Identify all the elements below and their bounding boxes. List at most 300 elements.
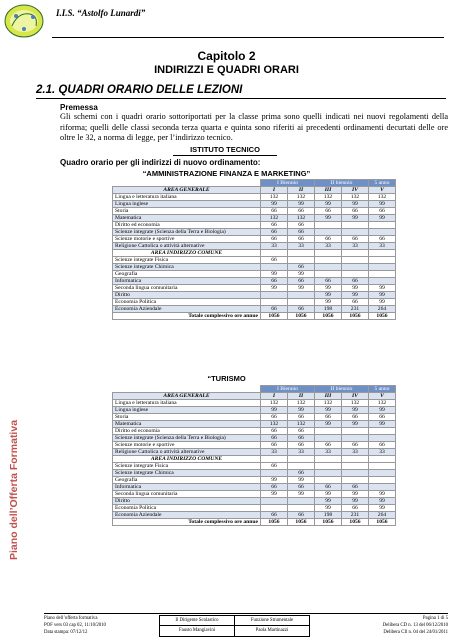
hours-cell: 231 xyxy=(342,306,369,313)
hours-cell: 66 xyxy=(288,470,315,477)
subheader-empty-cell xyxy=(261,456,288,463)
hours-cell: 33 xyxy=(342,243,369,250)
table-row xyxy=(113,498,396,505)
subject-name: Scienze integrate (Scienza della Terra e Biologia) xyxy=(113,229,261,236)
year-header: II xyxy=(288,393,315,400)
hours-cell: 66 xyxy=(369,236,396,243)
subject-name: Scienze motorie e sportive xyxy=(113,236,261,243)
hours-cell: 66 xyxy=(288,512,315,519)
hours-cell: 99 xyxy=(342,491,369,498)
table-row xyxy=(113,243,396,250)
subject-name: Geografia xyxy=(113,477,261,484)
hours-cell: 66 xyxy=(315,414,342,421)
hours-cell xyxy=(369,222,396,229)
footer-left-line: POF vers 03 cap 02, 11/10/2010 xyxy=(44,623,106,628)
hours-cell: 66 xyxy=(261,512,288,519)
year-header: I xyxy=(261,187,288,194)
hours-cell: 33 xyxy=(288,449,315,456)
hours-cell xyxy=(342,435,369,442)
footer-funzione-box xyxy=(234,615,310,637)
hours-cell xyxy=(261,299,288,306)
hours-cell: 99 xyxy=(369,421,396,428)
hours-cell: 132 xyxy=(288,400,315,407)
total-hours: 1056 xyxy=(261,313,288,320)
hours-cell: 99 xyxy=(261,477,288,484)
hours-cell: 132 xyxy=(288,421,315,428)
hours-cell xyxy=(342,271,369,278)
hours-cell: 66 xyxy=(342,442,369,449)
year-header: III xyxy=(315,393,342,400)
hours-cell: 66 xyxy=(369,414,396,421)
total-hours: 1056 xyxy=(261,519,288,526)
hours-cell xyxy=(315,470,342,477)
hours-cell: 66 xyxy=(288,208,315,215)
subheader-empty-cell xyxy=(369,456,396,463)
footer-left-line: Data stampa: 07/12/12 xyxy=(44,630,88,635)
subject-name: Scienze motorie e sportive xyxy=(113,442,261,449)
table-row xyxy=(113,435,396,442)
hours-cell xyxy=(315,428,342,435)
hours-cell: 66 xyxy=(261,428,288,435)
group-quinto: 5 anno xyxy=(369,180,396,187)
hours-cell: 66 xyxy=(261,306,288,313)
hours-cell: 66 xyxy=(261,208,288,215)
footer-funzione-role: Funzione Strumentale xyxy=(235,616,309,626)
year-header: V xyxy=(369,187,396,194)
hours-cell xyxy=(369,484,396,491)
footer-right-line: Pagina 1 di 5 xyxy=(422,616,448,621)
table-row xyxy=(113,407,396,414)
subject-name: Storia xyxy=(113,208,261,215)
hours-cell: 99 xyxy=(315,215,342,222)
hours-cell xyxy=(342,264,369,271)
hours-cell: 66 xyxy=(315,278,342,285)
table-row xyxy=(113,278,396,285)
hours-cell: 66 xyxy=(288,229,315,236)
table-row xyxy=(113,215,396,222)
subject-name: Scienze integrate Fisica xyxy=(113,257,261,264)
subheader-row xyxy=(113,456,396,463)
total-hours: 1056 xyxy=(342,519,369,526)
subject-name: Lingua inglese xyxy=(113,201,261,208)
subject-name: Scienze integrate Chimica xyxy=(113,470,261,477)
group-header-row xyxy=(113,180,396,187)
hours-cell: 99 xyxy=(342,498,369,505)
table-row xyxy=(113,208,396,215)
chapter-title: Capitolo 2 xyxy=(197,49,256,63)
section-rule xyxy=(36,98,446,99)
table-row xyxy=(113,271,396,278)
group-header-blank xyxy=(113,180,261,187)
hours-cell: 99 xyxy=(315,498,342,505)
hours-cell xyxy=(342,463,369,470)
hours-cell: 66 xyxy=(342,414,369,421)
table-row xyxy=(113,257,396,264)
hours-cell: 99 xyxy=(261,491,288,498)
hours-cell: 66 xyxy=(315,208,342,215)
column-header-row xyxy=(113,187,396,194)
area-generale-header: AREA GENERALE xyxy=(113,187,261,194)
footer-right xyxy=(383,615,448,636)
hours-cell: 66 xyxy=(288,306,315,313)
subject-name: Informatica xyxy=(113,278,261,285)
header-rule xyxy=(52,37,444,38)
hours-cell: 66 xyxy=(261,463,288,470)
hours-cell xyxy=(288,463,315,470)
subject-name: Economia Aziendale xyxy=(113,306,261,313)
hours-cell: 99 xyxy=(288,285,315,292)
hours-cell xyxy=(261,505,288,512)
subheader-empty-cell xyxy=(342,250,369,257)
hours-cell: 99 xyxy=(369,215,396,222)
table-row xyxy=(113,264,396,271)
hours-cell: 99 xyxy=(315,407,342,414)
hours-cell: 198 xyxy=(315,512,342,519)
group-header-row xyxy=(113,386,396,393)
hours-cell: 66 xyxy=(288,236,315,243)
subject-name: Lingua inglese xyxy=(113,407,261,414)
hours-cell: 132 xyxy=(288,194,315,201)
year-header: I xyxy=(261,393,288,400)
footer-dirigente-name: Fausto Mangiavini xyxy=(178,628,216,633)
hours-cell: 132 xyxy=(261,421,288,428)
orario-table-afm xyxy=(112,179,396,320)
hours-cell: 264 xyxy=(369,512,396,519)
total-hours: 1056 xyxy=(315,519,342,526)
hours-cell: 99 xyxy=(261,201,288,208)
group-biennio-1: I Biennio xyxy=(261,180,315,187)
hours-cell: 99 xyxy=(261,285,288,292)
table-row xyxy=(113,512,396,519)
table-row xyxy=(113,222,396,229)
table-row xyxy=(113,194,396,201)
hours-cell: 99 xyxy=(288,491,315,498)
table-title-turismo: “TURISMO xyxy=(207,374,246,383)
hours-cell: 99 xyxy=(288,201,315,208)
hours-cell: 66 xyxy=(261,484,288,491)
subject-name: Religione Cattolica o attività alternative xyxy=(113,449,261,456)
subject-name: Geografia xyxy=(113,271,261,278)
subheader-empty-cell xyxy=(315,250,342,257)
hours-cell: 66 xyxy=(261,229,288,236)
group-quinto: 5 anno xyxy=(369,386,396,393)
subject-name: Lingua e letteratura italiana xyxy=(113,194,261,201)
hours-cell: 66 xyxy=(342,484,369,491)
group-biennio-2: II biennio xyxy=(315,386,369,393)
hours-cell: 132 xyxy=(342,194,369,201)
footer-right-line: Delibera CIl n. 04 del 24/01/2011 xyxy=(383,630,448,635)
hours-cell: 33 xyxy=(369,243,396,250)
hours-cell: 33 xyxy=(369,449,396,456)
total-hours: 1056 xyxy=(342,313,369,320)
hours-cell: 66 xyxy=(369,442,396,449)
hours-cell: 99 xyxy=(369,285,396,292)
hours-cell: 66 xyxy=(261,442,288,449)
hours-cell: 66 xyxy=(261,236,288,243)
hours-cell: 66 xyxy=(342,236,369,243)
hours-cell xyxy=(315,463,342,470)
hours-cell: 99 xyxy=(315,201,342,208)
hours-cell xyxy=(261,498,288,505)
school-logo xyxy=(4,4,46,38)
hours-cell xyxy=(342,477,369,484)
table-row xyxy=(113,428,396,435)
hours-cell xyxy=(261,264,288,271)
table-row xyxy=(113,292,396,299)
footer-dirigente-role: Il Dirigente Scolastico xyxy=(160,616,234,626)
premessa-heading: Premessa xyxy=(60,103,98,112)
table-row xyxy=(113,442,396,449)
table-row xyxy=(113,306,396,313)
subject-name: Seconda lingua comunitaria xyxy=(113,491,261,498)
hours-cell xyxy=(342,257,369,264)
hours-cell xyxy=(261,470,288,477)
hours-cell: 99 xyxy=(261,407,288,414)
table-row xyxy=(113,400,396,407)
table-row xyxy=(113,470,396,477)
hours-cell: 66 xyxy=(342,278,369,285)
hours-cell: 33 xyxy=(288,243,315,250)
group-biennio-2: II biennio xyxy=(315,180,369,187)
hours-cell: 99 xyxy=(342,215,369,222)
table-row xyxy=(113,505,396,512)
subheader-empty-cell xyxy=(315,456,342,463)
subject-name: Economia Aziendale xyxy=(113,512,261,519)
hours-cell xyxy=(261,292,288,299)
hours-cell: 66 xyxy=(315,484,342,491)
column-header-row xyxy=(113,393,396,400)
hours-cell: 99 xyxy=(315,292,342,299)
year-header: V xyxy=(369,393,396,400)
hours-cell: 66 xyxy=(342,505,369,512)
hours-cell xyxy=(315,435,342,442)
hours-cell xyxy=(369,435,396,442)
subject-name: Diritto ed economia xyxy=(113,222,261,229)
table-row xyxy=(113,484,396,491)
table-row xyxy=(113,491,396,498)
hours-cell: 33 xyxy=(261,449,288,456)
hours-cell: 132 xyxy=(261,215,288,222)
subject-name: Diritto xyxy=(113,292,261,299)
footer-left xyxy=(44,615,106,636)
subject-name: Storia xyxy=(113,414,261,421)
hours-cell: 66 xyxy=(315,236,342,243)
hours-cell xyxy=(369,463,396,470)
total-hours: 1056 xyxy=(369,313,396,320)
hours-cell: 66 xyxy=(369,208,396,215)
hours-cell: 99 xyxy=(315,505,342,512)
hours-cell xyxy=(315,271,342,278)
footer-rule xyxy=(44,613,448,614)
table-row xyxy=(113,449,396,456)
table-row xyxy=(113,477,396,484)
hours-cell: 99 xyxy=(288,271,315,278)
year-header: II xyxy=(288,187,315,194)
table-row xyxy=(113,414,396,421)
subheader-empty-cell xyxy=(369,250,396,257)
subject-name: Religione Cattolica o attività alternative xyxy=(113,243,261,250)
hours-cell: 99 xyxy=(369,498,396,505)
hours-cell: 66 xyxy=(261,435,288,442)
hours-cell: 33 xyxy=(342,449,369,456)
hours-cell: 99 xyxy=(315,491,342,498)
hours-cell xyxy=(288,498,315,505)
hours-cell xyxy=(369,264,396,271)
subheader-empty-cell xyxy=(288,250,315,257)
total-label: Totale complessivo ore annue xyxy=(113,519,261,526)
hours-cell: 132 xyxy=(369,400,396,407)
total-hours: 1056 xyxy=(315,313,342,320)
hours-cell: 99 xyxy=(342,407,369,414)
total-label: Totale complessivo ore annue xyxy=(113,313,261,320)
table-row xyxy=(113,463,396,470)
hours-cell: 66 xyxy=(288,414,315,421)
hours-cell: 66 xyxy=(288,428,315,435)
subject-name: Scienze integrate Fisica xyxy=(113,463,261,470)
hours-cell: 99 xyxy=(315,285,342,292)
hours-cell: 198 xyxy=(315,306,342,313)
total-hours: 1056 xyxy=(288,519,315,526)
premessa-text: Gli schemi con i quadri orario sottoriportati per la classe prima sono quelli indicati nei nuovi regolamenti della riforma; quelli delle classi seconda terza quarta e quinta sono riferiti ai precedenti ordinamenti decurtati delle ore oltre le 32, a norma di legge, per l’indirizzo tecnico. xyxy=(60,112,448,142)
hours-cell: 99 xyxy=(342,292,369,299)
hours-cell xyxy=(342,428,369,435)
hours-cell: 66 xyxy=(342,299,369,306)
total-hours: 1056 xyxy=(288,313,315,320)
hours-cell: 66 xyxy=(288,484,315,491)
hours-cell: 99 xyxy=(342,421,369,428)
hours-cell xyxy=(369,229,396,236)
total-row xyxy=(113,519,396,526)
subject-name: Scienze integrate Chimica xyxy=(113,264,261,271)
table-title-afm: “AMMINISTRAZIONE FINANZA E MARKETING” xyxy=(142,169,311,178)
hours-cell: 99 xyxy=(342,201,369,208)
hours-cell: 132 xyxy=(342,400,369,407)
subject-name: Economia Politica xyxy=(113,299,261,306)
chapter-subtitle: INDIRIZZI E QUADRI ORARI xyxy=(154,64,299,76)
total-hours: 1056 xyxy=(369,519,396,526)
hours-cell: 99 xyxy=(369,505,396,512)
hours-cell: 33 xyxy=(315,243,342,250)
hours-cell: 99 xyxy=(342,285,369,292)
hours-cell xyxy=(369,257,396,264)
table-row xyxy=(113,285,396,292)
table-row xyxy=(113,201,396,208)
section-title: 2.1. QUADRI ORARIO DELLE LEZIONI xyxy=(36,84,243,96)
footer-left-line: Piano dell’offerta formativa xyxy=(44,616,98,621)
subject-name: Diritto xyxy=(113,498,261,505)
hours-cell xyxy=(315,257,342,264)
hours-cell: 66 xyxy=(261,257,288,264)
table-row xyxy=(113,229,396,236)
table-row xyxy=(113,236,396,243)
hours-cell xyxy=(342,222,369,229)
hours-cell: 99 xyxy=(369,491,396,498)
footer-right-line: Delibera CD n. 13 del 06/12/2010 xyxy=(382,623,448,628)
hours-cell: 132 xyxy=(369,194,396,201)
school-name: I.I.S. “Astolfo Lunardi” xyxy=(56,8,146,18)
subject-name: Economia Politica xyxy=(113,505,261,512)
hours-cell xyxy=(315,264,342,271)
hours-cell xyxy=(342,470,369,477)
hours-cell: 66 xyxy=(261,222,288,229)
hours-cell: 132 xyxy=(315,194,342,201)
page-header xyxy=(4,4,448,38)
side-label: Piano dell’Offerta Formativa xyxy=(8,419,20,560)
subject-name: Seconda lingua comunitaria xyxy=(113,285,261,292)
orario-table-turismo xyxy=(112,385,396,526)
area-indirizzo-header: AREA INDIRIZZO COMUNE xyxy=(113,250,261,257)
hours-cell: 231 xyxy=(342,512,369,519)
hours-cell: 66 xyxy=(315,442,342,449)
hours-cell: 66 xyxy=(288,435,315,442)
hours-cell xyxy=(369,278,396,285)
istituto-heading: ISTITUTO TECNICO xyxy=(173,144,277,156)
year-header: III xyxy=(315,187,342,194)
hours-cell xyxy=(288,505,315,512)
hours-cell: 66 xyxy=(261,278,288,285)
hours-cell: 99 xyxy=(369,299,396,306)
hours-cell xyxy=(369,470,396,477)
subheader-empty-cell xyxy=(288,456,315,463)
hours-cell: 132 xyxy=(315,400,342,407)
hours-cell: 99 xyxy=(369,201,396,208)
hours-cell xyxy=(315,229,342,236)
footer-funzione-name: Paola Martinazzi xyxy=(255,628,289,633)
table-row xyxy=(113,299,396,306)
hours-cell: 33 xyxy=(315,449,342,456)
year-header: IV xyxy=(342,187,369,194)
group-header-blank xyxy=(113,386,261,393)
subject-name: Matematica xyxy=(113,215,261,222)
hours-cell: 66 xyxy=(288,222,315,229)
quadro-heading: Quadro orario per gli indirizzi di nuovo ordinamento: xyxy=(60,158,261,167)
area-indirizzo-header: AREA INDIRIZZO COMUNE xyxy=(113,456,261,463)
subject-name: Diritto ed economia xyxy=(113,428,261,435)
subject-name: Informatica xyxy=(113,484,261,491)
hours-cell: 99 xyxy=(369,407,396,414)
page-footer xyxy=(44,615,448,637)
hours-cell: 264 xyxy=(369,306,396,313)
hours-cell: 132 xyxy=(261,194,288,201)
hours-cell: 99 xyxy=(315,299,342,306)
hours-cell xyxy=(315,477,342,484)
table-row xyxy=(113,421,396,428)
subject-name: Lingua e letteratura italiana xyxy=(113,400,261,407)
hours-cell xyxy=(369,477,396,484)
hours-cell: 132 xyxy=(261,400,288,407)
hours-cell: 66 xyxy=(342,208,369,215)
subheader-row xyxy=(113,250,396,257)
footer-dirigente-box xyxy=(159,615,235,637)
subject-name: Matematica xyxy=(113,421,261,428)
total-row xyxy=(113,313,396,320)
area-generale-header: AREA GENERALE xyxy=(113,393,261,400)
hours-cell: 99 xyxy=(369,292,396,299)
hours-cell: 66 xyxy=(288,442,315,449)
hours-cell xyxy=(342,229,369,236)
hours-cell xyxy=(369,271,396,278)
subheader-empty-cell xyxy=(342,456,369,463)
hours-cell: 99 xyxy=(288,477,315,484)
hours-cell: 33 xyxy=(261,243,288,250)
hours-cell: 99 xyxy=(288,407,315,414)
hours-cell xyxy=(288,292,315,299)
hours-cell: 66 xyxy=(261,414,288,421)
hours-cell: 99 xyxy=(315,421,342,428)
subject-name: Scienze integrate (Scienza della Terra e Biologia) xyxy=(113,435,261,442)
hours-cell: 66 xyxy=(288,278,315,285)
subheader-empty-cell xyxy=(261,250,288,257)
